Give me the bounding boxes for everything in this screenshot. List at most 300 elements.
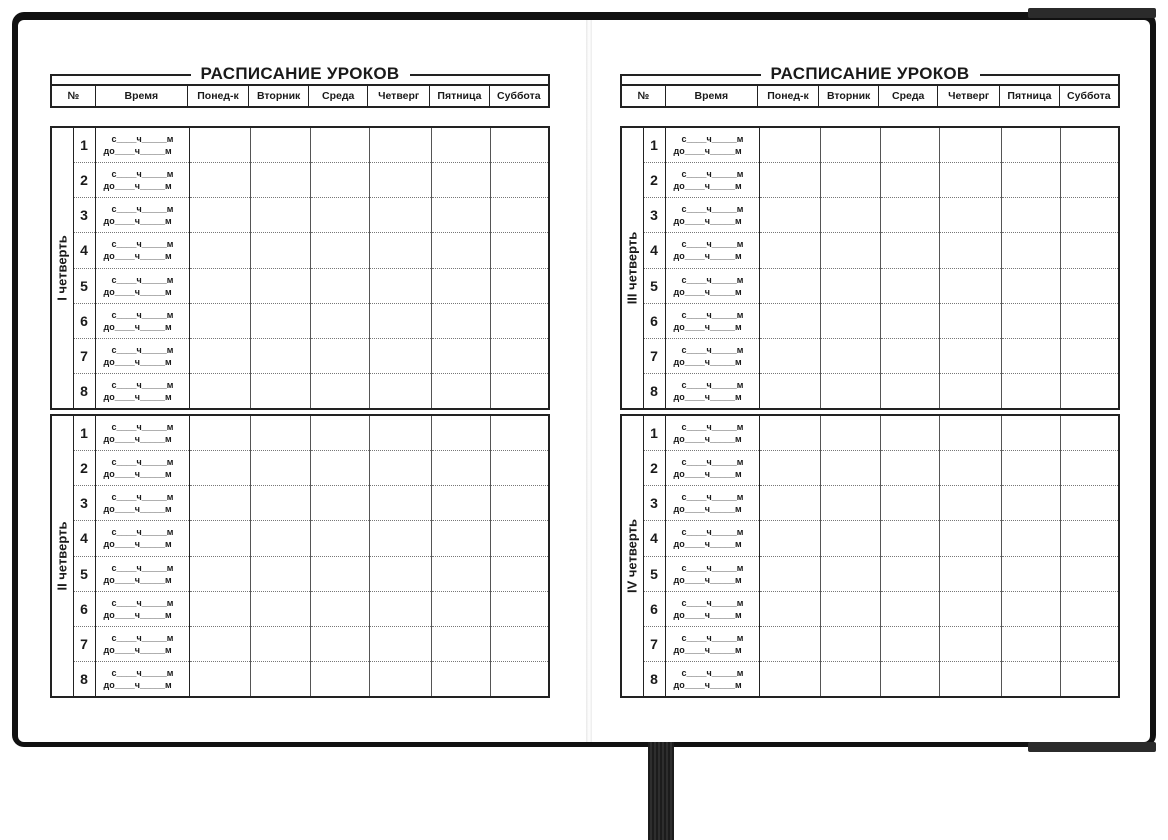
lesson-number: 6: [643, 591, 665, 626]
schedule-cell[interactable]: [490, 486, 549, 521]
time-to: до____ч_____м: [673, 180, 742, 191]
time-to: до____ч_____м: [673, 504, 742, 515]
schedule-cell[interactable]: [1060, 303, 1119, 338]
lesson-time-field[interactable]: [665, 662, 759, 697]
schedule-cell[interactable]: [759, 556, 820, 591]
schedule-cell[interactable]: [250, 627, 310, 662]
time-from: с____ч_____м: [681, 633, 744, 644]
schedule-cell[interactable]: [1001, 162, 1060, 197]
schedule-cell[interactable]: [820, 303, 880, 338]
schedule-cell[interactable]: [759, 374, 820, 409]
schedule-cell[interactable]: [189, 198, 250, 233]
schedule-cell[interactable]: [939, 415, 1001, 450]
schedule-cell[interactable]: [189, 415, 250, 450]
schedule-cell[interactable]: [759, 486, 820, 521]
lesson-number: 8: [73, 374, 95, 409]
schedule-cell[interactable]: [1001, 127, 1060, 162]
schedule-cell[interactable]: [880, 303, 939, 338]
schedule-right: [620, 64, 1120, 696]
schedule-cell[interactable]: [759, 662, 820, 697]
lesson-number: 7: [73, 339, 95, 374]
schedule-cell[interactable]: [939, 374, 1001, 409]
lesson-number: 4: [73, 233, 95, 268]
schedule-cell[interactable]: [939, 303, 1001, 338]
lesson-time-field[interactable]: [95, 556, 189, 591]
schedule-cell[interactable]: [939, 268, 1001, 303]
schedule-cell[interactable]: [1060, 415, 1119, 450]
lesson-number: 3: [643, 486, 665, 521]
lesson-time-field[interactable]: [95, 374, 189, 409]
schedule-cell[interactable]: [490, 627, 549, 662]
schedule-cell[interactable]: [189, 591, 250, 626]
schedule-cell[interactable]: [250, 268, 310, 303]
schedule-cell[interactable]: [939, 662, 1001, 697]
schedule-cell[interactable]: [759, 198, 820, 233]
lesson-time-field[interactable]: [95, 521, 189, 556]
lesson-row: [51, 486, 549, 521]
lesson-row: [51, 556, 549, 591]
schedule-cell[interactable]: [189, 127, 250, 162]
schedule-cell[interactable]: [820, 556, 880, 591]
schedule-cell[interactable]: [310, 233, 369, 268]
time-from: с____ч_____м: [111, 456, 174, 467]
schedule-title: [50, 64, 550, 84]
time-from: с____ч_____м: [111, 492, 174, 503]
schedule-cell[interactable]: [490, 127, 549, 162]
schedule-cell[interactable]: [939, 591, 1001, 626]
schedule-cell[interactable]: [369, 662, 431, 697]
lesson-time-field[interactable]: [95, 339, 189, 374]
time-from: с____ч_____м: [681, 309, 744, 320]
schedule-cell[interactable]: [1001, 233, 1060, 268]
lesson-row: [621, 415, 1119, 450]
schedule-cell[interactable]: [820, 486, 880, 521]
schedule-cell[interactable]: [250, 162, 310, 197]
schedule-cell[interactable]: [189, 521, 250, 556]
lesson-time-field[interactable]: [95, 450, 189, 485]
schedule-cell[interactable]: [1060, 662, 1119, 697]
schedule-cell[interactable]: [1060, 591, 1119, 626]
quarter-label-cell: [51, 127, 73, 409]
column-header: №: [67, 90, 80, 102]
time-from: с____ч_____м: [681, 380, 744, 391]
schedule-cell[interactable]: [1060, 268, 1119, 303]
time-to: до____ч_____м: [103, 286, 172, 297]
lesson-time-field[interactable]: [95, 162, 189, 197]
schedule-cell[interactable]: [759, 233, 820, 268]
time-from: с____ч_____м: [681, 274, 744, 285]
schedule-cell[interactable]: [431, 591, 490, 626]
schedule-cell[interactable]: [310, 198, 369, 233]
lesson-time-field[interactable]: [665, 521, 759, 556]
schedule-cell[interactable]: [189, 268, 250, 303]
schedule-cell[interactable]: [1001, 486, 1060, 521]
schedule-cell[interactable]: [431, 303, 490, 338]
quarter-label-cell: [621, 415, 643, 697]
column-header: Среда: [309, 85, 368, 107]
schedule-cell[interactable]: [1060, 339, 1119, 374]
schedule-cell[interactable]: [939, 233, 1001, 268]
time-to: до____ч_____м: [673, 357, 742, 368]
schedule-cell[interactable]: [431, 233, 490, 268]
time-to: до____ч_____м: [103, 609, 172, 620]
schedule-cell[interactable]: [310, 303, 369, 338]
lesson-time-field[interactable]: [665, 450, 759, 485]
lesson-number: 3: [73, 198, 95, 233]
schedule-cell[interactable]: [1060, 198, 1119, 233]
schedule-cell[interactable]: [310, 627, 369, 662]
schedule-cell[interactable]: [310, 374, 369, 409]
time-to: до____ч_____м: [103, 504, 172, 515]
schedule-cell[interactable]: [431, 339, 490, 374]
lesson-number: 8: [643, 374, 665, 409]
quarter-label: II четверть: [54, 521, 70, 591]
time-from: с____ч_____м: [681, 492, 744, 503]
lesson-number: 6: [73, 591, 95, 626]
schedule-cell[interactable]: [1001, 662, 1060, 697]
schedule-cell[interactable]: [1060, 486, 1119, 521]
schedule-cell[interactable]: [1060, 233, 1119, 268]
schedule-cell[interactable]: [250, 521, 310, 556]
schedule-cell[interactable]: [1001, 374, 1060, 409]
schedule-cell[interactable]: [250, 662, 310, 697]
lesson-row: [621, 627, 1119, 662]
schedule-cell[interactable]: [939, 339, 1001, 374]
schedule-cell[interactable]: [250, 233, 310, 268]
time-to: до____ч_____м: [103, 539, 172, 550]
lesson-time-field[interactable]: [665, 303, 759, 338]
schedule-cell[interactable]: [490, 415, 549, 450]
lesson-time-field[interactable]: [665, 486, 759, 521]
schedule-cell[interactable]: [310, 415, 369, 450]
schedule-cell[interactable]: [369, 591, 431, 626]
time-from: с____ч_____м: [681, 168, 744, 179]
quarter-block: [50, 126, 550, 410]
schedule-cell[interactable]: [759, 162, 820, 197]
schedule-cell[interactable]: [1001, 556, 1060, 591]
lesson-number: 4: [73, 521, 95, 556]
column-header: Пятница: [1000, 85, 1059, 107]
schedule-cell[interactable]: [880, 662, 939, 697]
quarter-label: III четверть: [624, 231, 640, 305]
schedule-cell[interactable]: [490, 303, 549, 338]
lesson-number: 5: [643, 556, 665, 591]
schedule-cell[interactable]: [250, 374, 310, 409]
schedule-cell[interactable]: [431, 486, 490, 521]
schedule-cell[interactable]: [250, 591, 310, 626]
lesson-number: 1: [73, 415, 95, 450]
schedule-cell[interactable]: [250, 339, 310, 374]
schedule-cell[interactable]: [759, 268, 820, 303]
title-text: РАСПИСАНИЕ УРОКОВ: [191, 64, 410, 83]
schedule-cell[interactable]: [759, 127, 820, 162]
schedule-cell[interactable]: [369, 450, 431, 485]
time-from: с____ч_____м: [111, 527, 174, 538]
schedule-cell[interactable]: [310, 486, 369, 521]
schedule-cell[interactable]: [369, 268, 431, 303]
schedule-cell[interactable]: [310, 339, 369, 374]
schedule-cell[interactable]: [939, 162, 1001, 197]
lesson-row: [621, 339, 1119, 374]
schedule-cell[interactable]: [759, 450, 820, 485]
schedule-cell[interactable]: [189, 233, 250, 268]
schedule-cell[interactable]: [431, 556, 490, 591]
lesson-time-field[interactable]: [665, 162, 759, 197]
schedule-cell[interactable]: [880, 339, 939, 374]
schedule-cell[interactable]: [310, 521, 369, 556]
column-header: Четверг: [938, 85, 1000, 107]
schedule-cell[interactable]: [1060, 627, 1119, 662]
schedule-cell[interactable]: [490, 591, 549, 626]
schedule-cell[interactable]: [369, 415, 431, 450]
schedule-cell[interactable]: [1001, 268, 1060, 303]
schedule-cell[interactable]: [759, 339, 820, 374]
lesson-row: [51, 198, 549, 233]
column-header: Среда: [879, 85, 938, 107]
schedule-cell[interactable]: [1001, 303, 1060, 338]
schedule-cell[interactable]: [431, 198, 490, 233]
lesson-number: 1: [643, 415, 665, 450]
time-to: до____ч_____м: [103, 145, 172, 156]
schedule-cell[interactable]: [250, 486, 310, 521]
schedule-cell[interactable]: [369, 303, 431, 338]
lesson-time-field[interactable]: [665, 591, 759, 626]
column-header: Время: [665, 85, 757, 107]
schedule-cell[interactable]: [1001, 450, 1060, 485]
schedule-cell[interactable]: [310, 162, 369, 197]
schedule-cell[interactable]: [820, 198, 880, 233]
lesson-number: 8: [73, 662, 95, 697]
schedule-cell[interactable]: [490, 162, 549, 197]
schedule-cell[interactable]: [820, 662, 880, 697]
schedule-cell[interactable]: [490, 556, 549, 591]
quarter-block: [620, 414, 1120, 698]
lesson-time-field[interactable]: [665, 127, 759, 162]
schedule-cell[interactable]: [250, 556, 310, 591]
time-to: до____ч_____м: [673, 468, 742, 479]
schedule-cell[interactable]: [939, 486, 1001, 521]
schedule-cell[interactable]: [310, 662, 369, 697]
lesson-row: [621, 268, 1119, 303]
schedule-cell[interactable]: [490, 268, 549, 303]
schedule-cell[interactable]: [310, 268, 369, 303]
schedule-cell[interactable]: [939, 521, 1001, 556]
lesson-time-field[interactable]: [95, 415, 189, 450]
schedule-cell[interactable]: [369, 339, 431, 374]
time-from: с____ч_____м: [681, 345, 744, 356]
schedule-cell[interactable]: [1001, 198, 1060, 233]
schedule-cell[interactable]: [310, 556, 369, 591]
schedule-cell[interactable]: [1060, 162, 1119, 197]
lesson-time-field[interactable]: [665, 268, 759, 303]
schedule-cell[interactable]: [880, 415, 939, 450]
schedule-cell[interactable]: [250, 198, 310, 233]
schedule-cell[interactable]: [431, 662, 490, 697]
lesson-time-field[interactable]: [665, 415, 759, 450]
lesson-number: 7: [73, 627, 95, 662]
schedule-cell[interactable]: [431, 521, 490, 556]
column-header: №: [637, 90, 650, 102]
lesson-row: [621, 162, 1119, 197]
schedule-cell[interactable]: [759, 627, 820, 662]
schedule-cell[interactable]: [310, 127, 369, 162]
schedule-cell[interactable]: [431, 162, 490, 197]
schedule-cell[interactable]: [369, 127, 431, 162]
lesson-time-field[interactable]: [665, 627, 759, 662]
lesson-number: 1: [643, 127, 665, 162]
schedule-cell[interactable]: [820, 233, 880, 268]
schedule-cell[interactable]: [431, 627, 490, 662]
column-header-row: [620, 84, 1120, 108]
schedule-cell[interactable]: [820, 450, 880, 485]
lesson-time-field[interactable]: [95, 486, 189, 521]
schedule-cell[interactable]: [369, 521, 431, 556]
schedule-cell[interactable]: [189, 303, 250, 338]
schedule-cell[interactable]: [880, 233, 939, 268]
schedule-cell[interactable]: [490, 233, 549, 268]
schedule-cell[interactable]: [939, 198, 1001, 233]
lesson-row: [51, 339, 549, 374]
schedule-cell[interactable]: [189, 339, 250, 374]
schedule-cell[interactable]: [880, 162, 939, 197]
lesson-row: [51, 127, 549, 162]
lesson-time-field[interactable]: [95, 198, 189, 233]
lesson-row: [51, 591, 549, 626]
lesson-time-field[interactable]: [95, 591, 189, 626]
schedule-cell[interactable]: [820, 268, 880, 303]
schedule-cell[interactable]: [880, 556, 939, 591]
schedule-cell[interactable]: [1001, 339, 1060, 374]
schedule-cell[interactable]: [820, 339, 880, 374]
schedule-cell[interactable]: [759, 521, 820, 556]
schedule-cell[interactable]: [759, 591, 820, 626]
schedule-cell[interactable]: [880, 521, 939, 556]
schedule-cell[interactable]: [939, 627, 1001, 662]
schedule-cell[interactable]: [880, 591, 939, 626]
schedule-cell[interactable]: [310, 450, 369, 485]
schedule-cell[interactable]: [1060, 556, 1119, 591]
schedule-cell[interactable]: [490, 662, 549, 697]
lesson-time-field[interactable]: [95, 268, 189, 303]
schedule-cell[interactable]: [759, 303, 820, 338]
lesson-row: [51, 627, 549, 662]
schedule-cell[interactable]: [189, 486, 250, 521]
schedule-cell[interactable]: [820, 162, 880, 197]
lesson-time-field[interactable]: [665, 339, 759, 374]
lesson-number: 1: [73, 127, 95, 162]
schedule-cell[interactable]: [820, 374, 880, 409]
schedule-cell[interactable]: [1001, 521, 1060, 556]
schedule-cell[interactable]: [880, 127, 939, 162]
lesson-time-field[interactable]: [95, 662, 189, 697]
schedule-cell[interactable]: [189, 450, 250, 485]
schedule-cell[interactable]: [250, 415, 310, 450]
schedule-cell[interactable]: [759, 415, 820, 450]
schedule-cell[interactable]: [1060, 450, 1119, 485]
schedule-cell[interactable]: [939, 450, 1001, 485]
schedule-cell[interactable]: [820, 521, 880, 556]
schedule-cell[interactable]: [369, 374, 431, 409]
schedule-cell[interactable]: [820, 591, 880, 626]
time-from: с____ч_____м: [111, 421, 174, 432]
schedule-cell[interactable]: [310, 591, 369, 626]
schedule-cell[interactable]: [820, 415, 880, 450]
time-from: с____ч_____м: [681, 204, 744, 215]
schedule-cell[interactable]: [189, 556, 250, 591]
schedule-cell[interactable]: [490, 450, 549, 485]
elastic-band-top: [1028, 8, 1156, 18]
column-header: Пятница: [430, 85, 489, 107]
schedule-cell[interactable]: [369, 198, 431, 233]
lesson-time-field[interactable]: [95, 303, 189, 338]
lesson-time-field[interactable]: [95, 127, 189, 162]
schedule-cell[interactable]: [250, 303, 310, 338]
schedule-cell[interactable]: [820, 627, 880, 662]
schedule-cell[interactable]: [369, 486, 431, 521]
schedule-cell[interactable]: [490, 374, 549, 409]
schedule-cell[interactable]: [189, 662, 250, 697]
schedule-cell[interactable]: [369, 233, 431, 268]
schedule-cell[interactable]: [189, 162, 250, 197]
schedule-cell[interactable]: [1001, 627, 1060, 662]
schedule-cell[interactable]: [880, 268, 939, 303]
lesson-time-field[interactable]: [665, 233, 759, 268]
schedule-cell[interactable]: [880, 486, 939, 521]
schedule-cell[interactable]: [431, 374, 490, 409]
schedule-cell[interactable]: [369, 556, 431, 591]
schedule-cell[interactable]: [1060, 127, 1119, 162]
schedule-cell[interactable]: [431, 268, 490, 303]
schedule-cell[interactable]: [1001, 591, 1060, 626]
schedule-cell[interactable]: [820, 127, 880, 162]
schedule-cell[interactable]: [880, 374, 939, 409]
schedule-cell[interactable]: [431, 450, 490, 485]
schedule-cell[interactable]: [431, 127, 490, 162]
time-from: с____ч_____м: [111, 168, 174, 179]
schedule-cell[interactable]: [490, 521, 549, 556]
lesson-number: 5: [643, 268, 665, 303]
lesson-time-field[interactable]: [95, 627, 189, 662]
schedule-cell[interactable]: [369, 162, 431, 197]
schedule-cell[interactable]: [880, 450, 939, 485]
schedule-cell[interactable]: [431, 415, 490, 450]
lesson-time-field[interactable]: [665, 374, 759, 409]
lesson-row: [621, 233, 1119, 268]
lesson-time-field[interactable]: [95, 233, 189, 268]
schedule-cell[interactable]: [189, 374, 250, 409]
schedule-cell[interactable]: [1060, 521, 1119, 556]
time-from: с____ч_____м: [111, 239, 174, 250]
lesson-row: [621, 127, 1119, 162]
schedule-cell[interactable]: [490, 339, 549, 374]
schedule-cell[interactable]: [1060, 374, 1119, 409]
time-from: с____ч_____м: [111, 562, 174, 573]
schedule-cell[interactable]: [250, 127, 310, 162]
schedule-cell[interactable]: [880, 198, 939, 233]
schedule-cell[interactable]: [189, 627, 250, 662]
lesson-time-field[interactable]: [665, 556, 759, 591]
schedule-cell[interactable]: [1001, 415, 1060, 450]
schedule-cell[interactable]: [490, 198, 549, 233]
time-to: до____ч_____м: [103, 216, 172, 227]
schedule-cell[interactable]: [369, 627, 431, 662]
schedule-cell[interactable]: [939, 127, 1001, 162]
schedule-cell[interactable]: [939, 556, 1001, 591]
column-header: Вторник: [818, 85, 878, 107]
lesson-time-field[interactable]: [665, 198, 759, 233]
schedule-cell[interactable]: [250, 450, 310, 485]
schedule-cell[interactable]: [880, 627, 939, 662]
